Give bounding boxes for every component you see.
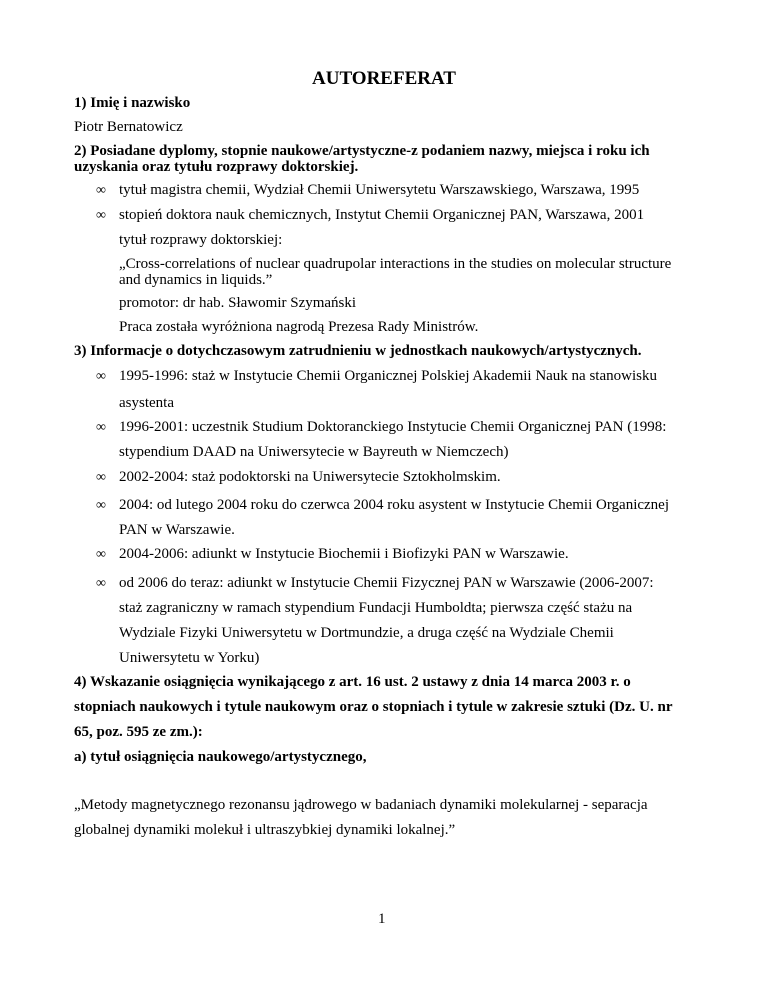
degree-item-master: tytuł magistra chemii, Wydział Chemii Uniwersytetu Warszawskiego, Warszawa, 1995: [119, 182, 640, 198]
employment-item-4-line-2: PAN w Warszawie.: [119, 522, 235, 538]
section-2-heading-line-2: uzyskania oraz tytułu rozprawy doktorskiej.: [74, 159, 359, 175]
thesis-award: Praca została wyróżniona nagrodą Prezesa Rady Ministrów.: [119, 319, 479, 335]
document-title: AUTOREFERAT: [312, 68, 456, 89]
section-2-heading-line-1: 2) Posiadane dyplomy, stopnie naukowe/artystyczne-z podaniem nazwy, miejsca i roku ich: [74, 143, 650, 159]
bullet-icon: ∞: [96, 576, 106, 591]
employment-item-5-line-1: 2004-2006: adiunkt w Instytucie Biochemii i Biofizyki PAN w Warszawie.: [119, 546, 569, 562]
achievement-title-line-1: „Metody magnetycznego rezonansu jądrowego w badaniach dynamiki molekularnej - separacja: [74, 797, 648, 813]
bullet-icon: ∞: [96, 547, 106, 562]
bullet-icon: ∞: [96, 208, 106, 223]
thesis-title-line-1: „Cross-correlations of nuclear quadrupolar interactions in the studies on molecular structure: [119, 256, 672, 272]
page-number: 1: [378, 911, 386, 927]
employment-item-1-line-2: asystenta: [119, 395, 174, 411]
thesis-promotor: promotor: dr hab. Sławomir Szymański: [119, 295, 357, 311]
employment-item-6-line-2: staż zagraniczny w ramach stypendium Fundacji Humboldta; pierwsza część stażu na: [119, 600, 633, 616]
bullet-icon: ∞: [96, 420, 106, 435]
section-4-heading-line-2: stopniach naukowych i tytule naukowym oraz o stopniach i tytule w zakresie sztuki (Dz. U. nr: [74, 699, 673, 715]
thesis-title-line-2: and dynamics in liquids.”: [119, 272, 273, 288]
employment-item-6-line-4: Uniwersytetu w Yorku): [119, 650, 260, 666]
section-1-heading: 1) Imię i nazwisko: [74, 95, 191, 111]
employment-item-6-line-1: od 2006 do teraz: adiunkt w Instytucie Chemii Fizycznej PAN w Warszawie (2006-2007:: [119, 575, 654, 591]
author-name: Piotr Bernatowicz: [74, 119, 183, 135]
thesis-title-label: tytuł rozprawy doktorskiej:: [119, 232, 283, 248]
employment-item-3-line-1: 2002-2004: staż podoktorski na Uniwersytecie Sztokholmskim.: [119, 469, 501, 485]
section-3-heading: 3) Informacje o dotychczasowym zatrudnieniu w jednostkach naukowych/artystycznych.: [74, 343, 642, 359]
section-4-heading-line-3: 65, poz. 595 ze zm.):: [74, 724, 203, 740]
section-4-heading-line-1: 4) Wskazanie osiągnięcia wynikającego z art. 16 ust. 2 ustawy z dnia 14 marca 2003 r. o: [74, 674, 631, 690]
degree-item-doctorate: stopień doktora nauk chemicznych, Instytut Chemii Organicznej PAN, Warszawa, 2001: [119, 207, 645, 223]
employment-item-2-line-1: 1996-2001: uczestnik Studium Doktoranckiego Instytucie Chemii Organicznej PAN (1998:: [119, 419, 667, 435]
bullet-icon: ∞: [96, 470, 106, 485]
employment-item-2-line-2: stypendium DAAD na Uniwersytecie w Bayreuth w Niemczech): [119, 444, 509, 460]
bullet-icon: ∞: [96, 183, 106, 198]
employment-item-6-line-3: Wydziale Fizyki Uniwersytetu w Dortmundzie, a druga część na Wydziale Chemii: [119, 625, 614, 641]
employment-item-4-line-1: 2004: od lutego 2004 roku do czerwca 2004 roku asystent w Instytucie Chemii Organicznej: [119, 497, 670, 513]
achievement-title-line-2: globalnej dynamiki molekuł i ultraszybkiej dynamiki lokalnej.”: [74, 822, 456, 838]
employment-item-1-line-1: 1995-1996: staż w Instytucie Chemii Organicznej Polskiej Akademii Nauk na stanowisku: [119, 368, 657, 384]
section-4a-heading: a) tytuł osiągnięcia naukowego/artystycznego,: [74, 749, 367, 765]
bullet-icon: ∞: [96, 498, 106, 513]
bullet-icon: ∞: [96, 369, 106, 384]
